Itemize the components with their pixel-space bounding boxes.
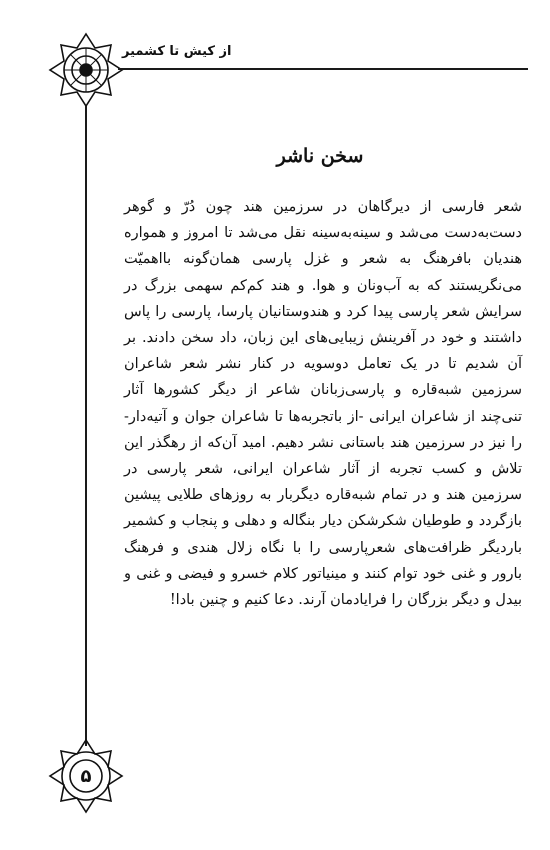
section-heading: سخن ناشر [276,145,364,167]
margin-rule [85,106,87,746]
running-header-title: از کیش تا کشمیر [122,44,232,59]
header-rule [118,68,528,70]
ornament-rosette-icon [46,30,126,110]
page-number: ۵ [80,765,92,787]
body-paragraph [124,194,522,613]
paragraph-text: شعر فارسی از دیرگاهان در سرزمین هند چون دُرّ و گوهر دست‌به‌دست می‌شد و سینه‌به‌سینه نقل می‌شد تا امروز و همواره هندیان بافرهنگ به شعر و غزل پارسی همان‌گونه بااهمیّت می‌نگریستند که به آب‌ونان و هوا. و هند کم‌کم سهمی بزرگ در سرایش شعر پارسی پیدا کرد و هندوستانیان پارسا، پارسی را پاس داشتند و خود در آفرینش زیبایی‌های این زبان، داد سخن دادند. بر آن شدیم تا در یک تعامل دوسویه در کنار نشر شعر شاعران سرزمین شبه‌قاره و پارسی‌زبانان شاعر از دیگر کشورها آثار تنی‌چند از شاعران ایرانی -از باتجربه‌ها تا شاعران جوان و آتیه‌دار- را نیز در سرزمین هند باستانی نشر دهیم. امید آن‌که از رهگذر این تلاش و کسب تجربه از آثار شاعران ایرانی، شعر پارسی در سرزمین هند و در تمام شبه‌قاره دیگربار به روزهای طلایی پیشین بازگردد و طوطیان شکرشکن دیار بنگاله و دهلی و پنجاب و کشمیر باردیگر ظرافت‌های شعرپارسی را با نگاه زلال هندی و فرهنگ بارور و غنی خود توام کنند و مینیاتور کلام خسرو و فیضی و غنی و بیدل و دیگر بزرگان را فرایادمان آرند. دعا کنیم و چنین بادا! [124,199,522,609]
